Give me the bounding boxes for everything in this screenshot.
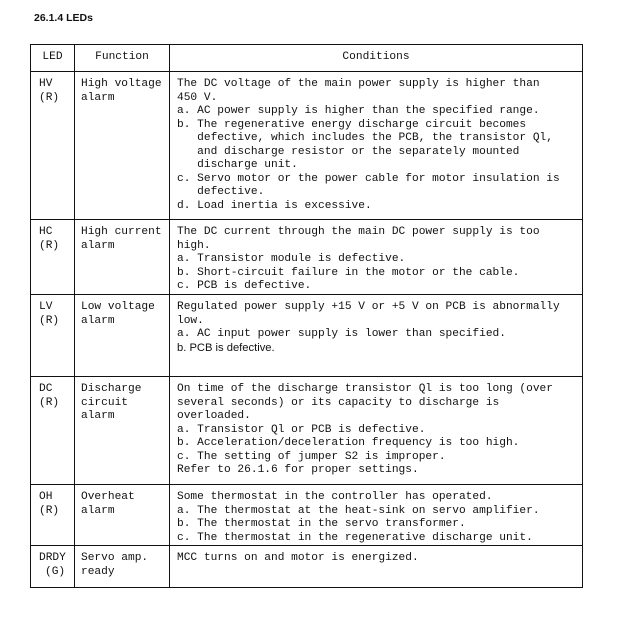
led-code: LV <box>39 301 53 313</box>
conditions-cell <box>170 220 583 295</box>
condition-line: overloaded. <box>177 410 251 422</box>
condition-line: b. The thermostat in the servo transformer. <box>177 518 466 530</box>
condition-line: b. Acceleration/deceleration frequency is too high. <box>177 437 520 449</box>
led-color: (R) <box>39 504 60 517</box>
condition-line: Regulated power supply +15 V or +5 V on PCB is abnormally <box>177 301 560 313</box>
condition-line: a. AC input power supply is lower than specified. <box>177 328 506 340</box>
function-line: ready <box>81 565 115 578</box>
function-line: Discharge <box>81 383 142 395</box>
condition-line: several seconds) or its capacity to discharge is <box>177 396 500 409</box>
function-line: Low voltage <box>81 301 155 313</box>
condition-line: c. Servo motor or the power cable for motor insulation is <box>177 172 560 185</box>
conditions-cell <box>170 295 583 377</box>
table-row-hc <box>31 220 583 295</box>
function-cell <box>75 220 170 295</box>
function-line: circuit <box>81 396 128 409</box>
condition-line: 450 V. <box>177 91 218 104</box>
condition-line: a. Transistor Ql or PCB is defective. <box>177 423 426 436</box>
conditions-cell <box>170 546 583 588</box>
condition-line: b. Short-circuit failure in the motor or the cable. <box>177 266 520 279</box>
condition-line: a. AC power supply is higher than the specified range. <box>177 105 540 117</box>
header-conditions: Conditions <box>170 45 583 72</box>
function-line: alarm <box>81 239 115 252</box>
function-line: alarm <box>81 91 115 104</box>
condition-line: discharge unit. <box>177 159 298 171</box>
condition-line: defective. <box>177 186 265 198</box>
condition-line: c. The setting of jumper S2 is improper. <box>177 450 446 463</box>
led-code: HV <box>39 78 53 90</box>
led-cell <box>31 546 75 588</box>
led-code: OH <box>39 491 53 503</box>
function-line: alarm <box>81 504 115 517</box>
led-code: DRDY <box>39 552 66 564</box>
function-line: High current <box>81 226 162 238</box>
table-row-drdy <box>31 546 583 588</box>
condition-line: defective, which includes the PCB, the transistor Ql, <box>177 132 553 144</box>
function-line: alarm <box>81 314 115 327</box>
condition-line: a. Transistor module is defective. <box>177 253 406 265</box>
condition-line: Refer to 26.1.6 for proper settings. <box>177 464 419 476</box>
condition-line: d. Load inertia is excessive. <box>177 199 372 212</box>
condition-line: b. The regenerative energy discharge circuit becomes <box>177 118 527 131</box>
led-color: (R) <box>39 239 60 252</box>
led-table <box>30 44 583 588</box>
condition-line: On time of the discharge transistor Ql is too long (over <box>177 383 553 395</box>
header-function: Function <box>75 45 170 72</box>
condition-line: and discharge resistor or the separately mounted <box>177 145 520 158</box>
led-color: (R) <box>39 314 60 327</box>
conditions-cell <box>170 377 583 485</box>
condition-line: Some thermostat in the controller has operated. <box>177 491 493 503</box>
led-code: HC <box>39 226 53 238</box>
condition-line: c. The thermostat in the regenerative discharge unit. <box>177 531 533 544</box>
function-cell <box>75 546 170 588</box>
led-color: (G) <box>45 565 66 578</box>
led-color: (R) <box>39 396 60 409</box>
function-line: Servo amp. <box>81 552 149 564</box>
function-cell <box>75 295 170 377</box>
function-cell <box>75 377 170 485</box>
led-cell <box>31 72 75 220</box>
function-cell <box>75 485 170 546</box>
led-color: (R) <box>39 91 60 104</box>
table-row-oh <box>31 485 583 546</box>
led-cell <box>31 485 75 546</box>
condition-line: a. The thermostat at the heat-sink on servo amplifier. <box>177 504 540 517</box>
header-row <box>31 45 583 72</box>
condition-line: The DC current through the main DC power supply is too <box>177 226 540 238</box>
condition-line: b. PCB is defective. <box>177 341 275 354</box>
function-line: High voltage <box>81 78 162 90</box>
led-cell <box>31 295 75 377</box>
header-led: LED <box>31 45 75 72</box>
condition-line: low. <box>177 314 204 327</box>
condition-line: The DC voltage of the main power supply is higher than <box>177 78 540 90</box>
condition-line: high. <box>177 239 211 252</box>
condition-line: MCC turns on and motor is energized. <box>177 552 419 564</box>
led-cell <box>31 220 75 295</box>
function-cell <box>75 72 170 220</box>
section-heading: 26.1.4 LEDs <box>34 12 93 24</box>
led-code: DC <box>39 383 53 395</box>
table-row-hv <box>31 72 583 220</box>
function-line: Overheat <box>81 491 135 503</box>
conditions-cell <box>170 485 583 546</box>
conditions-cell <box>170 72 583 220</box>
table-row-lv <box>31 295 583 377</box>
led-cell <box>31 377 75 485</box>
table-row-dc <box>31 377 583 485</box>
condition-line: c. PCB is defective. <box>177 280 312 292</box>
function-line: alarm <box>81 410 115 422</box>
